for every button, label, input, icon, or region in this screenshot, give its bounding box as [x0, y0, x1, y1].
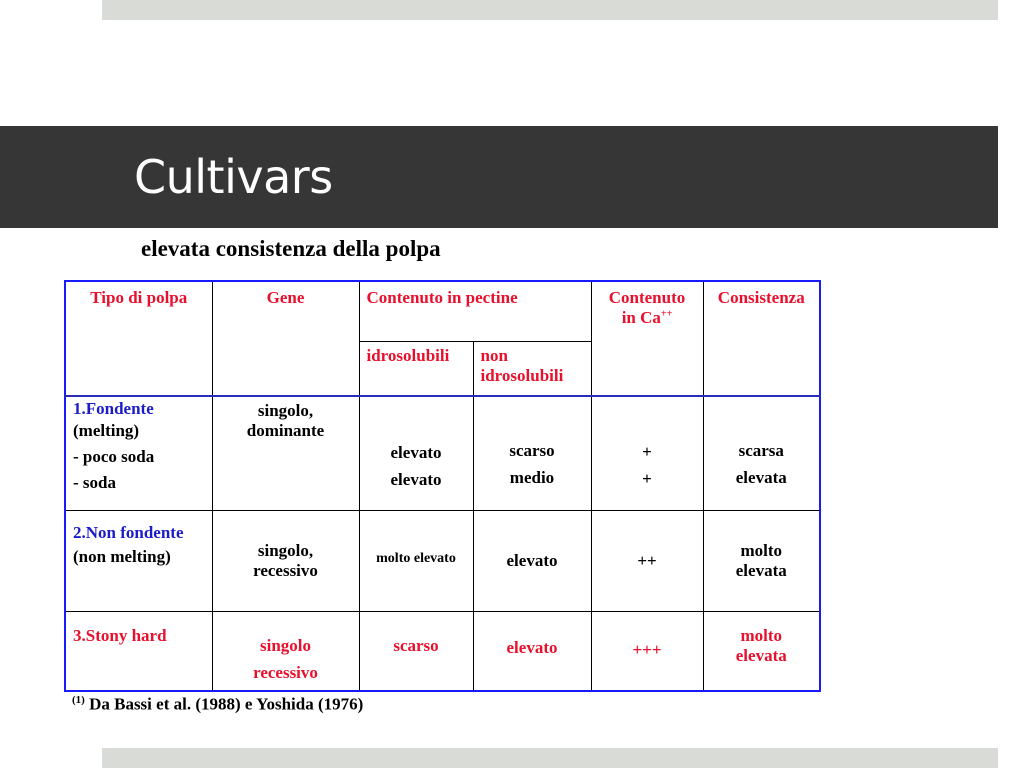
table-row-stony-hard [65, 611, 820, 691]
row1-nonidro-1: scarso [509, 441, 555, 460]
row3-gene [212, 611, 359, 691]
row3-consistenza [703, 611, 820, 691]
row1-tipo-item-2: - soda [73, 473, 116, 492]
top-decor-strip [102, 0, 998, 20]
row3-gene-line2: recessivo [253, 662, 318, 682]
header-calcio-line2: in Ca [621, 308, 661, 327]
header-tipo: Tipo di polpa [65, 281, 212, 396]
row2-cons-1: molto [740, 540, 783, 560]
row2-non-idrosolubili: elevato [473, 510, 591, 611]
row1-calcio-2: + [642, 469, 652, 488]
row2-idrosolubili: molto elevato [359, 510, 473, 611]
row1-cons-2: elevata [735, 468, 787, 487]
row1-calcio-1: + [642, 442, 652, 461]
row1-tipo [65, 396, 212, 510]
bottom-decor-strip [102, 748, 998, 768]
row1-idrosolubili [359, 396, 473, 510]
row2-tipo-sub: (non melting) [73, 546, 171, 566]
header-gene: Gene [212, 281, 359, 396]
header-pectine: Contenuto in pectine [359, 281, 591, 341]
footnote-mark: (1) [72, 694, 85, 706]
row2-tipo-title: 2.Non fondente [73, 522, 184, 542]
row2-gene-line1: singolo, [257, 540, 314, 560]
row3-gene-line1: singolo [259, 635, 312, 655]
header-calcio [591, 281, 703, 396]
row2-tipo [65, 510, 212, 611]
header-consistenza: Consistenza [703, 281, 820, 396]
header-calcio-sup: ++ [660, 308, 673, 320]
row2-cons-2: elevata [735, 560, 787, 580]
row2-gene [212, 510, 359, 611]
row2-calcio: ++ [591, 510, 703, 611]
footnote [72, 694, 363, 715]
cultivar-table [64, 280, 821, 692]
row3-cons-1: molto [740, 625, 783, 645]
row1-non-idrosolubili [473, 396, 591, 510]
row1-gene-line2: dominante [246, 421, 325, 440]
header-non-idro-line2: idrosolubili [480, 365, 564, 385]
header-idrosolubili: idrosolubili [359, 341, 473, 396]
row1-calcio [591, 396, 703, 510]
row1-tipo-sub: (melting) [73, 421, 140, 440]
row3-cons-2: elevata [735, 645, 787, 665]
row1-tipo-title: 1.Fondente [73, 399, 154, 418]
row1-idro-2: elevato [390, 470, 442, 489]
slide-title: Cultivars [134, 150, 333, 204]
row3-calcio: +++ [591, 611, 703, 691]
row2-consistenza [703, 510, 820, 611]
footnote-text: Da Bassi et al. (1988) e Yoshida (1976) [84, 694, 364, 714]
row3-idrosolubili: scarso [359, 611, 473, 691]
row1-gene [212, 396, 359, 510]
header-row-1 [65, 281, 820, 341]
row1-idro-1: elevato [390, 443, 442, 462]
row1-consistenza [703, 396, 820, 510]
row2-gene-line2: recessivo [253, 560, 318, 580]
table-row-fondente [65, 396, 820, 510]
row1-tipo-item-1: - poco soda [73, 447, 155, 466]
header-calcio-line1: Contenuto [608, 288, 686, 307]
row1-nonidro-2: medio [509, 468, 555, 487]
row3-non-idrosolubili: elevato [473, 611, 591, 691]
row1-cons-1: scarsa [738, 441, 784, 460]
row1-gene-line1: singolo, [257, 401, 314, 420]
cultivar-table-wrapper [64, 280, 821, 692]
row3-tipo: 3.Stony hard [65, 611, 212, 691]
table-row-non-fondente [65, 510, 820, 611]
slide-subtitle: elevata consistenza della polpa [141, 236, 441, 261]
header-non-idrosolubili [473, 341, 591, 396]
header-non-idro-line1: non [480, 345, 508, 365]
